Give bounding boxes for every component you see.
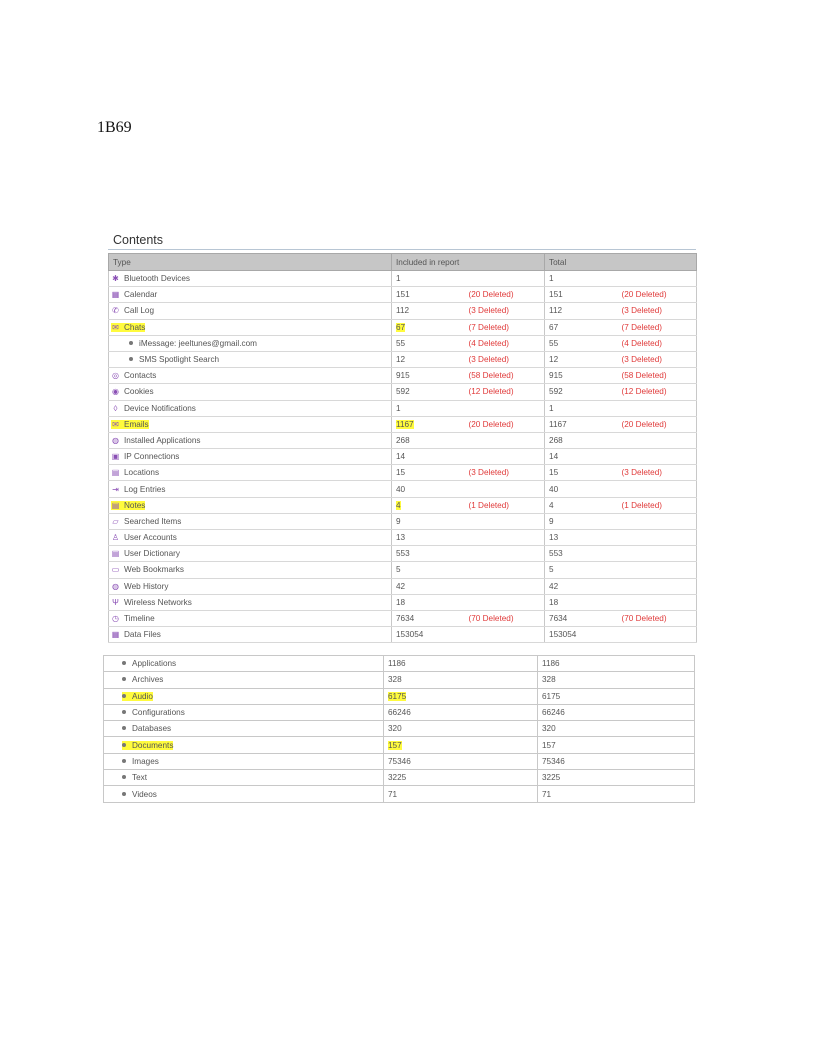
file-row	[104, 721, 695, 737]
file-row	[104, 672, 695, 688]
total-count-cell: 15	[545, 465, 618, 481]
total-count-cell: 4	[545, 497, 618, 513]
included-deleted-cell: (20 Deleted)	[465, 416, 545, 432]
included-deleted-cell	[465, 546, 545, 562]
row-type-label: Cookies	[124, 387, 154, 397]
globe-icon: ◍	[112, 581, 119, 591]
total-deleted-cell: (58 Deleted)	[618, 368, 697, 384]
location-icon: ▤	[111, 468, 120, 478]
included-deleted-cell	[465, 481, 545, 497]
file-type-cell	[104, 737, 384, 753]
row-type-cell	[109, 319, 392, 335]
row-type-cell	[109, 384, 392, 400]
table-row	[109, 594, 697, 610]
total-count-cell: 1	[545, 271, 618, 287]
total-count-cell: 42	[545, 578, 618, 594]
bullet-icon	[122, 661, 126, 665]
table-row	[109, 384, 697, 400]
total-count-cell: 320	[538, 721, 695, 737]
total-count-cell: 55	[545, 335, 618, 351]
note-icon: ▤	[111, 500, 120, 510]
row-type-label: Calendar	[124, 290, 158, 300]
bluetooth-icon: ✱	[112, 274, 119, 284]
included-count-cell: 915	[392, 368, 465, 384]
file-type-label: Applications	[132, 659, 177, 669]
total-deleted-cell	[618, 578, 697, 594]
total-deleted-cell	[618, 594, 697, 610]
row-type-label: SMS Spotlight Search	[139, 355, 220, 365]
row-type-label: IP Connections	[124, 452, 180, 462]
file-row	[104, 704, 695, 720]
calendar-icon: ▦	[111, 290, 120, 300]
row-type-label: Call Log	[124, 306, 155, 316]
total-deleted-cell: (3 Deleted)	[618, 303, 697, 319]
file-type-cell	[104, 672, 384, 688]
included-count-cell: 320	[384, 721, 538, 737]
table-row	[109, 465, 697, 481]
table-row	[109, 319, 697, 335]
included-count-cell: 4	[392, 497, 465, 513]
total-deleted-cell: (20 Deleted)	[618, 287, 697, 303]
title-divider	[108, 249, 696, 250]
included-deleted-cell: (1 Deleted)	[465, 497, 545, 513]
total-count-cell: 66246	[538, 704, 695, 720]
total-deleted-cell: (70 Deleted)	[618, 610, 697, 626]
included-deleted-cell: (3 Deleted)	[465, 303, 545, 319]
included-count-cell: 592	[392, 384, 465, 400]
row-type-label: Notes	[124, 500, 146, 510]
table-row	[109, 287, 697, 303]
included-deleted-cell	[465, 627, 545, 643]
header-total: Total	[545, 254, 697, 271]
row-type-label: Web History	[124, 581, 169, 591]
row-type-label: Chats	[124, 322, 146, 332]
file-type-label: Audio	[132, 691, 153, 701]
included-deleted-cell	[465, 432, 545, 448]
row-type-cell	[109, 465, 392, 481]
cookie-icon: ◉	[112, 387, 119, 397]
included-count-cell: 1186	[384, 656, 538, 672]
included-count-cell: 9	[392, 513, 465, 529]
included-count-cell: 151	[392, 287, 465, 303]
total-count-cell: 1	[545, 400, 618, 416]
row-type-cell	[109, 578, 392, 594]
total-count-cell: 75346	[538, 753, 695, 769]
table-row	[109, 481, 697, 497]
table-row	[109, 497, 697, 513]
row-type-label: Wireless Networks	[124, 597, 192, 607]
file-type-cell	[104, 704, 384, 720]
included-count-cell: 12	[392, 351, 465, 367]
total-deleted-cell	[618, 481, 697, 497]
total-deleted-cell: (12 Deleted)	[618, 384, 697, 400]
total-count-cell: 268	[545, 432, 618, 448]
row-type-label: Contacts	[124, 371, 157, 381]
file-type-label: Archives	[132, 675, 164, 685]
bullet-icon	[122, 677, 126, 681]
total-count-cell: 12	[545, 351, 618, 367]
file-type-cell	[104, 786, 384, 802]
included-deleted-cell: (70 Deleted)	[465, 610, 545, 626]
total-deleted-cell: (7 Deleted)	[618, 319, 697, 335]
total-count-cell: 328	[538, 672, 695, 688]
file-type-label: Videos	[132, 789, 157, 799]
row-type-label: Device Notifications	[124, 403, 196, 413]
notification-icon: ◊	[113, 403, 118, 413]
total-count-cell: 151	[545, 287, 618, 303]
table-header-row	[109, 254, 697, 271]
row-type-cell	[109, 594, 392, 610]
included-count-cell: 112	[392, 303, 465, 319]
file-type-label: Images	[132, 756, 159, 766]
bullet-icon	[122, 726, 126, 730]
row-type-label: Timeline	[124, 614, 155, 624]
total-deleted-cell	[618, 627, 697, 643]
included-count-cell: 15	[392, 465, 465, 481]
row-type-cell	[109, 497, 392, 513]
included-count-cell: 18	[392, 594, 465, 610]
row-type-cell	[109, 610, 392, 626]
row-type-label: Bluetooth Devices	[124, 274, 190, 284]
row-type-cell	[109, 562, 392, 578]
file-type-cell	[104, 656, 384, 672]
file-type-label: Configurations	[132, 708, 185, 718]
total-count-cell: 71	[538, 786, 695, 802]
row-type-cell	[109, 627, 392, 643]
total-deleted-cell: (3 Deleted)	[618, 465, 697, 481]
included-deleted-cell: (3 Deleted)	[465, 351, 545, 367]
total-deleted-cell	[618, 400, 697, 416]
included-deleted-cell	[465, 271, 545, 287]
table-row	[109, 546, 697, 562]
row-type-cell	[109, 530, 392, 546]
file-row	[104, 737, 695, 753]
total-deleted-cell	[618, 513, 697, 529]
total-deleted-cell	[618, 530, 697, 546]
row-type-label: User Accounts	[124, 533, 177, 543]
file-type-cell	[104, 770, 384, 786]
included-deleted-cell	[465, 578, 545, 594]
file-row	[104, 786, 695, 802]
included-count-cell: 1	[392, 400, 465, 416]
total-count-cell: 67	[545, 319, 618, 335]
table-row	[109, 562, 697, 578]
row-type-cell	[109, 416, 392, 432]
included-count-cell: 328	[384, 672, 538, 688]
total-deleted-cell: (4 Deleted)	[618, 335, 697, 351]
total-deleted-cell	[618, 546, 697, 562]
total-count-cell: 14	[545, 449, 618, 465]
total-count-cell: 6175	[538, 688, 695, 704]
total-deleted-cell	[618, 271, 697, 287]
row-type-cell	[109, 368, 392, 384]
row-type-cell	[109, 400, 392, 416]
total-count-cell: 553	[545, 546, 618, 562]
total-count-cell: 13	[545, 530, 618, 546]
file-row	[104, 753, 695, 769]
table-row	[109, 627, 697, 643]
row-type-label: Web Bookmarks	[124, 565, 184, 575]
clock-icon: ◷	[112, 614, 119, 624]
data-files-table	[103, 655, 695, 803]
included-count-cell: 75346	[384, 753, 538, 769]
phone-icon: ✆	[112, 306, 119, 316]
included-deleted-cell	[465, 562, 545, 578]
included-deleted-cell	[465, 594, 545, 610]
included-count-cell: 67	[392, 319, 465, 335]
bullet-icon	[129, 341, 133, 345]
total-count-cell: 1167	[545, 416, 618, 432]
row-type-label: Log Entries	[124, 484, 166, 494]
total-count-cell: 18	[545, 594, 618, 610]
included-count-cell: 13	[392, 530, 465, 546]
total-count-cell: 3225	[538, 770, 695, 786]
file-type-label: Databases	[132, 724, 172, 734]
app-icon: ◍	[112, 435, 119, 445]
bullet-icon	[122, 743, 126, 747]
total-deleted-cell: (1 Deleted)	[618, 497, 697, 513]
included-deleted-cell	[465, 513, 545, 529]
table-row	[109, 416, 697, 432]
included-count-cell: 14	[392, 449, 465, 465]
total-deleted-cell	[618, 562, 697, 578]
row-type-cell	[109, 432, 392, 448]
bullet-icon	[122, 710, 126, 714]
total-count-cell: 153054	[545, 627, 618, 643]
row-type-cell	[109, 335, 392, 351]
included-deleted-cell: (12 Deleted)	[465, 384, 545, 400]
table-row	[109, 368, 697, 384]
row-type-label: Searched Items	[124, 516, 182, 526]
file-type-label: Documents	[132, 740, 174, 750]
total-count-cell: 1186	[538, 656, 695, 672]
file-type-cell	[104, 721, 384, 737]
included-deleted-cell: (58 Deleted)	[465, 368, 545, 384]
included-count-cell: 66246	[384, 704, 538, 720]
file-type-cell	[104, 688, 384, 704]
row-type-cell	[109, 513, 392, 529]
included-count-cell: 1	[392, 271, 465, 287]
table-row	[109, 271, 697, 287]
header-type: Type	[109, 254, 392, 271]
total-deleted-cell	[618, 449, 697, 465]
row-type-label: iMessage: jeeltunes@gmail.com	[139, 338, 257, 348]
file-type-label: Text	[132, 773, 148, 783]
row-type-cell	[109, 271, 392, 287]
total-deleted-cell	[618, 432, 697, 448]
included-count-cell: 553	[392, 546, 465, 562]
file-icon: ▦	[111, 630, 120, 640]
total-count-cell: 5	[545, 562, 618, 578]
included-deleted-cell: (4 Deleted)	[465, 335, 545, 351]
bullet-icon	[122, 792, 126, 796]
header-included: Included in report	[392, 254, 545, 271]
file-row	[104, 688, 695, 704]
included-count-cell: 71	[384, 786, 538, 802]
dictionary-icon: ▤	[111, 549, 120, 559]
table-row	[109, 351, 697, 367]
file-row	[104, 656, 695, 672]
contact-icon: ◎	[112, 371, 119, 381]
table-row	[109, 335, 697, 351]
bullet-icon	[129, 357, 133, 361]
included-deleted-cell	[465, 530, 545, 546]
row-type-label: Installed Applications	[124, 435, 201, 445]
total-count-cell: 40	[545, 481, 618, 497]
bullet-icon	[122, 775, 126, 779]
included-count-cell: 153054	[392, 627, 465, 643]
total-count-cell: 157	[538, 737, 695, 753]
total-count-cell: 592	[545, 384, 618, 400]
row-type-cell	[109, 287, 392, 303]
total-count-cell: 915	[545, 368, 618, 384]
contents-table	[108, 253, 697, 643]
row-type-label: Emails	[124, 419, 149, 429]
bullet-icon	[122, 694, 126, 698]
row-type-label: Locations	[124, 468, 160, 478]
included-count-cell: 3225	[384, 770, 538, 786]
included-count-cell: 157	[384, 737, 538, 753]
included-count-cell: 1167	[392, 416, 465, 432]
email-icon: ✉	[112, 419, 119, 429]
included-deleted-cell: (3 Deleted)	[465, 465, 545, 481]
included-deleted-cell	[465, 449, 545, 465]
search-icon: ▱	[112, 516, 119, 526]
log-icon: ⇥	[112, 484, 119, 494]
section-title: Contents	[113, 233, 164, 247]
total-count-cell: 7634	[545, 610, 618, 626]
bookmark-icon: ▭	[111, 565, 120, 575]
row-type-label: User Dictionary	[124, 549, 180, 559]
total-count-cell: 112	[545, 303, 618, 319]
table-row	[109, 530, 697, 546]
included-count-cell: 6175	[384, 688, 538, 704]
network-icon: ▣	[111, 452, 120, 462]
included-count-cell: 7634	[392, 610, 465, 626]
total-deleted-cell: (3 Deleted)	[618, 351, 697, 367]
included-count-cell: 268	[392, 432, 465, 448]
included-deleted-cell: (20 Deleted)	[465, 287, 545, 303]
table-row	[109, 400, 697, 416]
included-count-cell: 5	[392, 562, 465, 578]
table-row	[109, 432, 697, 448]
chat-icon: ✉	[112, 322, 119, 332]
table-row	[109, 610, 697, 626]
table-row	[109, 449, 697, 465]
wifi-icon: Ψ	[112, 597, 119, 607]
table-row	[109, 578, 697, 594]
file-row	[104, 770, 695, 786]
included-deleted-cell: (7 Deleted)	[465, 319, 545, 335]
user-icon: ♙	[111, 533, 120, 543]
file-type-cell	[104, 753, 384, 769]
row-type-cell	[109, 303, 392, 319]
included-count-cell: 55	[392, 335, 465, 351]
total-count-cell: 9	[545, 513, 618, 529]
row-type-cell	[109, 546, 392, 562]
bullet-icon	[122, 759, 126, 763]
included-count-cell: 42	[392, 578, 465, 594]
table-row	[109, 303, 697, 319]
total-deleted-cell: (20 Deleted)	[618, 416, 697, 432]
document-id: 1B69	[97, 119, 132, 136]
included-deleted-cell	[465, 400, 545, 416]
row-type-cell	[109, 351, 392, 367]
row-type-label: Data Files	[124, 630, 161, 640]
table-row	[109, 513, 697, 529]
row-type-cell	[109, 481, 392, 497]
row-type-cell	[109, 449, 392, 465]
included-count-cell: 40	[392, 481, 465, 497]
